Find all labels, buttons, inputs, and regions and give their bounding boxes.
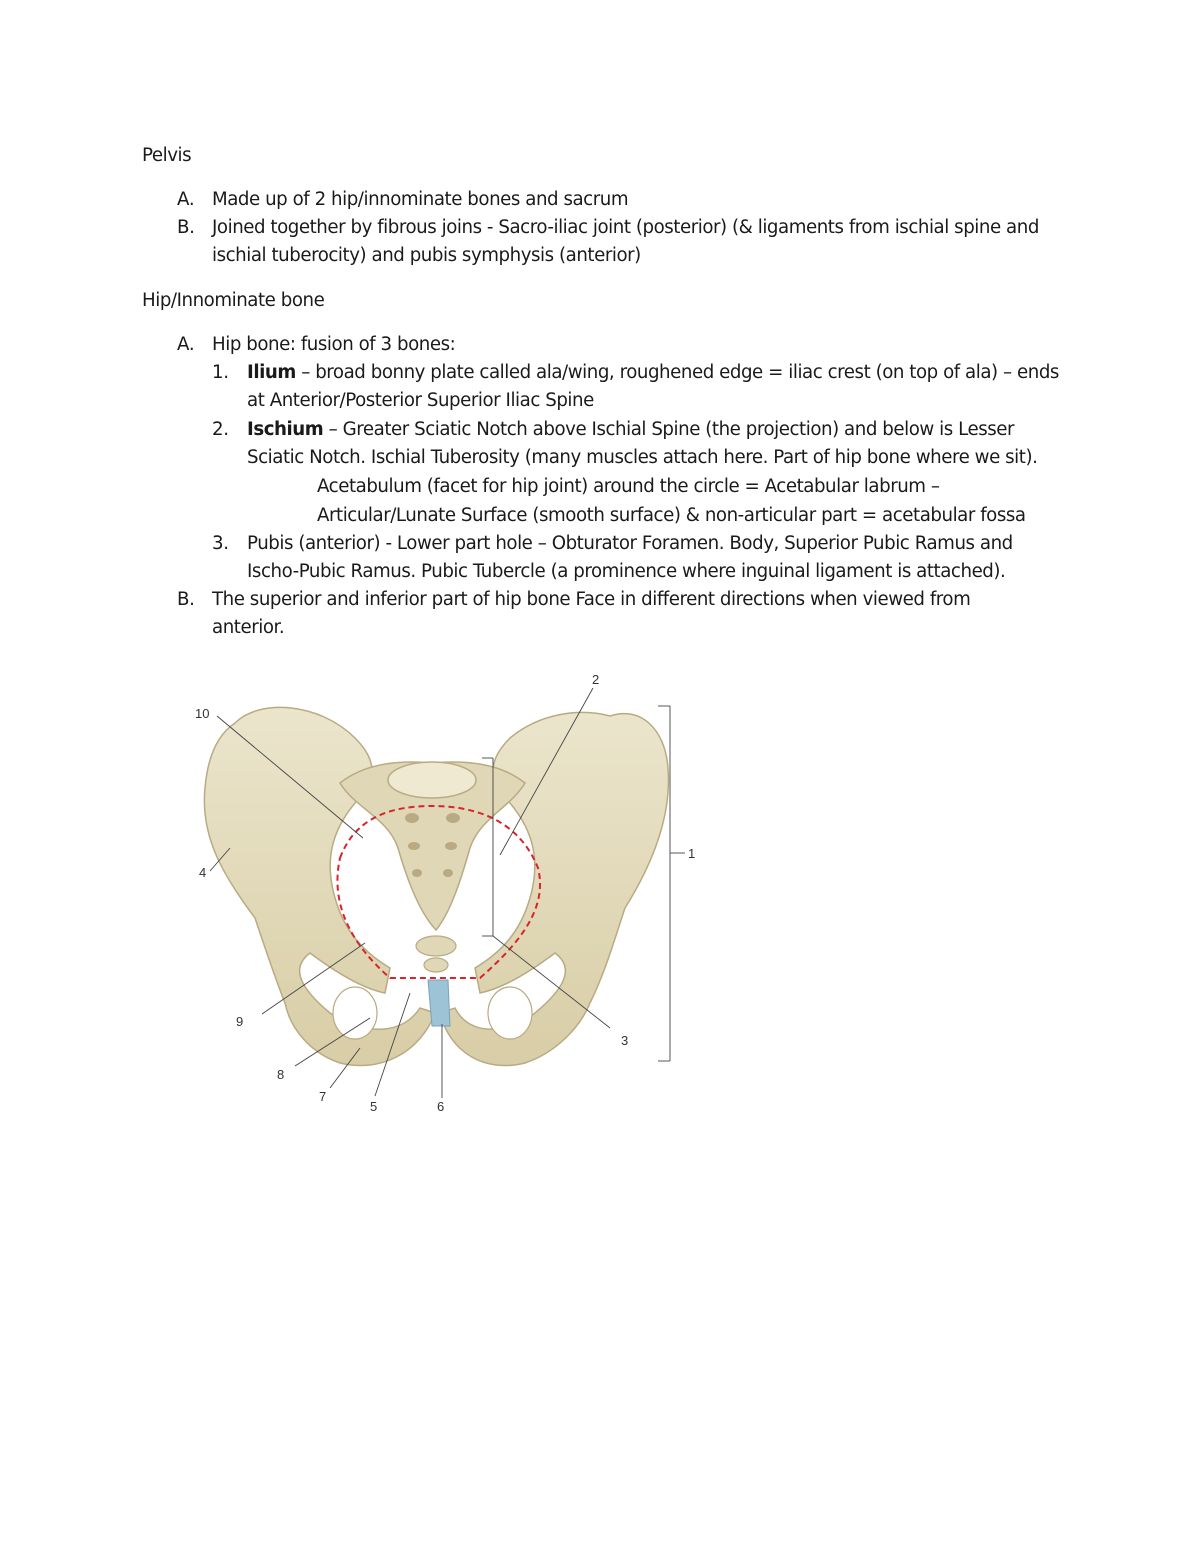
heading-pelvis: Pelvis [142, 145, 192, 166]
term-description: (anterior) - Lower part hole – Obturator Foramen. Body, Superior Pubic Ramus and [293, 533, 1013, 554]
list-marker: B. [177, 217, 195, 238]
sublist-item-text-cont: Ischo-Pubic Ramus. Pubic Tubercle (a prominence where inguinal ligament is attached). [247, 561, 1006, 582]
coccyx-segment [416, 936, 456, 956]
list-item-text-cont: anterior. [212, 617, 285, 638]
list-marker: B. [177, 589, 195, 610]
list-item-text: Joined together by fibrous joins - Sacro-iliac joint (posterior) (& ligaments from ischial spine and [212, 217, 1039, 238]
bone-group [204, 707, 668, 1065]
sublist-marker: 2. [212, 419, 229, 440]
label-10: 10 [195, 706, 210, 721]
sacral-foramen [446, 813, 460, 823]
sublist-item-text [247, 416, 1014, 444]
left-obturator-foramen [333, 987, 377, 1039]
sublist-item-text [247, 359, 1059, 387]
label-6: 6 [437, 1099, 445, 1114]
label-5: 5 [370, 1099, 378, 1114]
heading-hip: Hip/Innominate bone [142, 290, 325, 311]
term-pubis: Pubis [247, 533, 293, 554]
sacral-foramen [408, 842, 420, 850]
sublist-item-text-cont: Sciatic Notch. Ischial Tuberosity (many muscles attach here. Part of hip bone where we sit). [247, 447, 1038, 468]
list-marker: A. [177, 334, 195, 355]
term-ilium: Ilium [247, 362, 296, 383]
list-marker: A. [177, 189, 195, 210]
coccyx-segment [424, 958, 448, 972]
sublist-item-text [247, 530, 1013, 558]
list-item-text-cont: ischial tuberocity) and pubis symphysis (anterior) [212, 245, 641, 266]
term-description: – Greater Sciatic Notch above Ischial Spine (the projection) and below is Lesser [323, 419, 1015, 440]
sacral-foramen [443, 869, 453, 877]
label-9: 9 [236, 1014, 244, 1029]
label-2: 2 [592, 672, 600, 687]
list-item-text: Made up of 2 hip/innominate bones and sacrum [212, 189, 629, 210]
label-7: 7 [319, 1089, 327, 1104]
sublist-item-text-indent: Acetabulum (facet for hip joint) around the circle = Acetabular labrum – [317, 476, 940, 497]
term-ischium: Ischium [247, 419, 324, 440]
sublist-item-text-cont: at Anterior/Posterior Superior Iliac Spine [247, 390, 594, 411]
sublist-item-text-indent: Articular/Lunate Surface (smooth surface) & non-articular part = acetabular fossa [317, 505, 1026, 526]
pubic-symphysis [428, 980, 450, 1026]
sacral-promontory [388, 762, 476, 798]
label-4: 4 [199, 865, 207, 880]
right-obturator-foramen [488, 987, 532, 1039]
pelvis-illustration [180, 668, 710, 1120]
left-hip-bone [204, 707, 435, 1065]
term-description: – broad bonny plate called ala/wing, roughened edge = iliac crest (on top of ala) – ends [295, 362, 1059, 383]
list-item-text: Hip bone: fusion of 3 bones: [212, 334, 456, 355]
sacral-foramen [412, 869, 422, 877]
sublist-marker: 1. [212, 362, 229, 383]
sublist-marker: 3. [212, 533, 229, 554]
label-8: 8 [277, 1067, 285, 1082]
list-item-text: The superior and inferior part of hip bone Face in different directions when viewed from [212, 589, 971, 610]
sacral-foramen [405, 813, 419, 823]
label-3: 3 [621, 1033, 629, 1048]
label-1: 1 [688, 846, 696, 861]
sacral-foramen [445, 842, 457, 850]
